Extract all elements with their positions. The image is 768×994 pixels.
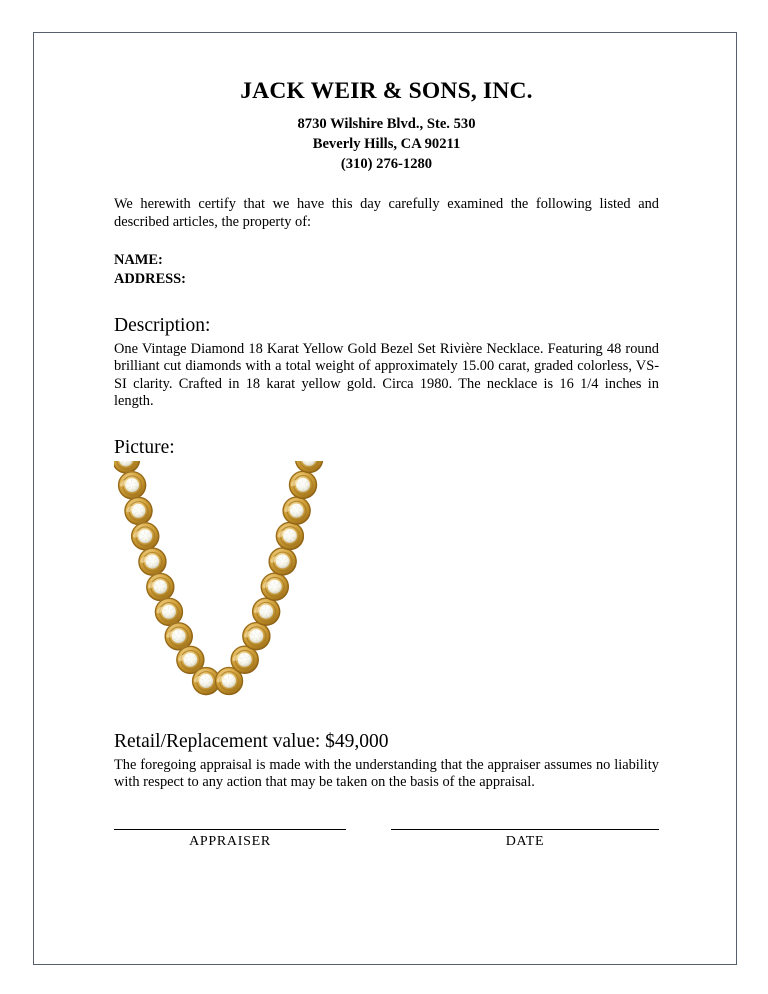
necklace-link [146,573,174,601]
disclaimer-text: The foregoing appraisal is made with the understanding that the appraiser assumes no liability with respect to any action that may be taken on the basis of the appraisal. [114,756,659,791]
diamond-stone [153,580,167,594]
diamond-stone [276,555,290,569]
diamond-stone [131,504,145,518]
necklace-link [276,522,304,550]
diamond-stone [138,530,152,544]
diamond-stone [238,653,252,667]
necklace-link [124,497,152,525]
party-block [114,251,659,288]
diamond-stone [172,630,186,644]
diamond-stone [183,653,197,667]
diamond-stone [249,629,263,643]
document-page [33,32,737,965]
diamond-stone [283,529,297,543]
necklace-link [138,548,166,576]
picture-area [114,461,659,707]
appraiser-signature-caption: APPRAISER [189,834,271,849]
necklace-link [155,598,183,626]
necklace-link [118,471,146,499]
necklace-photograph [114,461,414,707]
necklace-link [282,497,310,525]
necklace-link [268,548,296,576]
diamond-stone [162,605,176,619]
necklace-links [114,461,323,695]
certification-paragraph: We herewith certify that we have this day carefully examined the following listed and described articles, the property of: [114,196,659,230]
letterhead [114,33,659,174]
address-line-city: Beverly Hills, CA 90211 [312,135,461,152]
diamond-stone [259,605,273,619]
necklace-link [261,573,289,601]
diamond-stone [296,478,310,492]
date-signature-group [391,829,659,850]
diamond-stone [199,674,213,688]
address-field-label: ADDRESS: [114,270,186,287]
phone-number: (310) 276-1280 [340,156,433,173]
diamond-stone [268,580,282,594]
diamond-stone [222,674,236,688]
description-heading: Description: [114,315,211,337]
page-content [114,33,659,964]
picture-heading: Picture: [114,436,175,458]
diamond-stone [145,555,159,569]
diamond-stone [290,504,304,518]
necklace-link [131,522,159,550]
signature-block [114,829,659,899]
address-line-street: 8730 Wilshire Blvd., Ste. 530 [297,115,476,132]
necklace-link [252,598,280,626]
retail-replacement-value: Retail/Replacement value: $49,000 [114,731,389,753]
name-field-label: NAME: [114,252,163,269]
necklace-link [242,622,270,650]
necklace-link [289,471,317,499]
appraiser-signature-group [114,829,346,850]
diamond-stone [125,479,139,493]
description-text: One Vintage Diamond 18 Karat Yellow Gold Bezel Set Rivière Necklace. Featuring 48 round brilliant cut diamonds with a total weight of approximately 15.00 carat, graded colorless, VS-SI clarity. Crafted in 18 karat yellow gold. Circa 1980. The necklace is 16 1/4 inches in length. [114,340,659,410]
date-signature-caption: DATE [505,834,545,849]
company-name: JACK WEIR & SONS, INC. [240,78,533,104]
